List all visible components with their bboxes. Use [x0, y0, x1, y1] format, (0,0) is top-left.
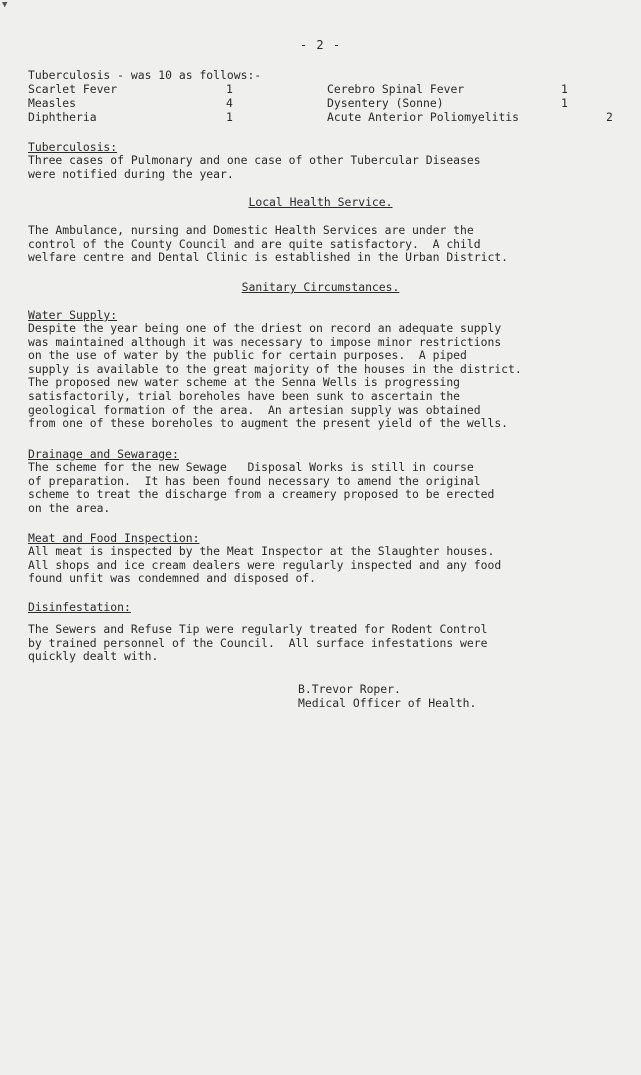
section-body-drainage	[28, 461, 628, 515]
section-heading-disinfestation: Disinfestation:	[28, 600, 131, 614]
intro-line: Tuberculosis - was 10 as follows:-	[28, 68, 262, 82]
body-line: The Ambulance, nursing and Domestic Health Services are under the	[28, 223, 474, 237]
body-line: found unfit was condemned and disposed of.	[28, 571, 317, 586]
disease-name: Cerebro Spinal Fever	[327, 82, 465, 96]
disease-name: Acute Anterior Poliomyelitis	[327, 110, 520, 124]
section-body-local-health	[28, 224, 628, 265]
body-line: welfare centre and Dental Clinic is established in the Urban District.	[28, 250, 509, 265]
body-line: supply is available to the great majority of the houses in the district.	[28, 361, 522, 376]
body-line: control of the County Council and are quite satisfactory. A child	[28, 236, 481, 251]
section-heading-water-supply: Water Supply:	[28, 308, 118, 322]
section-body-meat-inspection	[28, 545, 628, 586]
body-line: Despite the year being one of the driest on record an adequate supply	[28, 321, 502, 335]
body-line: on the area.	[28, 500, 111, 515]
page-number: - 2 -	[299, 38, 342, 52]
body-line: quickly dealt with.	[28, 649, 159, 664]
disease-name: Diphtheria	[28, 110, 97, 124]
body-line: geological formation of the area. An artesian supply was obtained	[28, 402, 481, 417]
body-line: was maintained although it was necessary to impose minor restrictions	[28, 334, 502, 349]
signature-title: Medical Officer of Health.	[298, 696, 477, 710]
disease-name: Dysentery (Sonne)	[327, 96, 444, 110]
body-line: The scheme for the new Sewage Disposal Works is still in course	[28, 460, 474, 474]
section-body-disinfestation	[28, 623, 628, 664]
body-line: The proposed new water scheme at the Senna Wells is progressing	[28, 375, 461, 390]
body-line: were notified during the year.	[28, 166, 234, 181]
body-line: All meat is inspected by the Meat Inspector at the Slaughter houses.	[28, 544, 495, 558]
body-line: from one of these boreholes to augment the present yield of the wells.	[28, 416, 509, 431]
body-line: Three cases of Pulmonary and one case of other Tubercular Diseases	[28, 153, 481, 167]
disease-count: 1	[561, 82, 568, 96]
body-line: by trained personnel of the Council. All surface infestations were	[28, 635, 488, 650]
disease-count: 1	[226, 110, 233, 124]
body-line: satisfactorily, trial boreholes have been sunk to ascertain the	[28, 388, 461, 403]
disease-count: 1	[561, 96, 568, 110]
section-body-tuberculosis	[28, 154, 628, 181]
signature-name: B.Trevor Roper.	[298, 682, 401, 696]
disease-name: Scarlet Fever	[28, 82, 118, 96]
body-line: The Sewers and Refuse Tip were regularly treated for Rodent Control	[28, 622, 488, 636]
body-line: of preparation. It has been found necessary to amend the original	[28, 473, 481, 488]
disease-count: 2	[606, 110, 613, 124]
corner-mark: ▼	[2, 0, 8, 10]
disease-count: 4	[226, 96, 233, 110]
body-line: All shops and ice cream dealers were regularly inspected and any food	[28, 557, 502, 572]
body-line: on the use of water by the public for certain purposes. A piped	[28, 348, 467, 363]
section-heading-sanitary: Sanitary Circumstances.	[241, 280, 400, 294]
section-heading-drainage: Drainage and Sewarage:	[28, 447, 179, 461]
section-heading-local-health: Local Health Service.	[248, 195, 393, 209]
section-heading-tuberculosis: Tuberculosis:	[28, 140, 118, 154]
disease-count: 1	[226, 82, 233, 96]
section-heading-meat-inspection: Meat and Food Inspection:	[28, 531, 200, 545]
body-line: scheme to treat the discharge from a creamery proposed to be erected	[28, 487, 495, 502]
disease-name: Measles	[28, 96, 77, 110]
section-body-water-supply	[28, 322, 628, 431]
